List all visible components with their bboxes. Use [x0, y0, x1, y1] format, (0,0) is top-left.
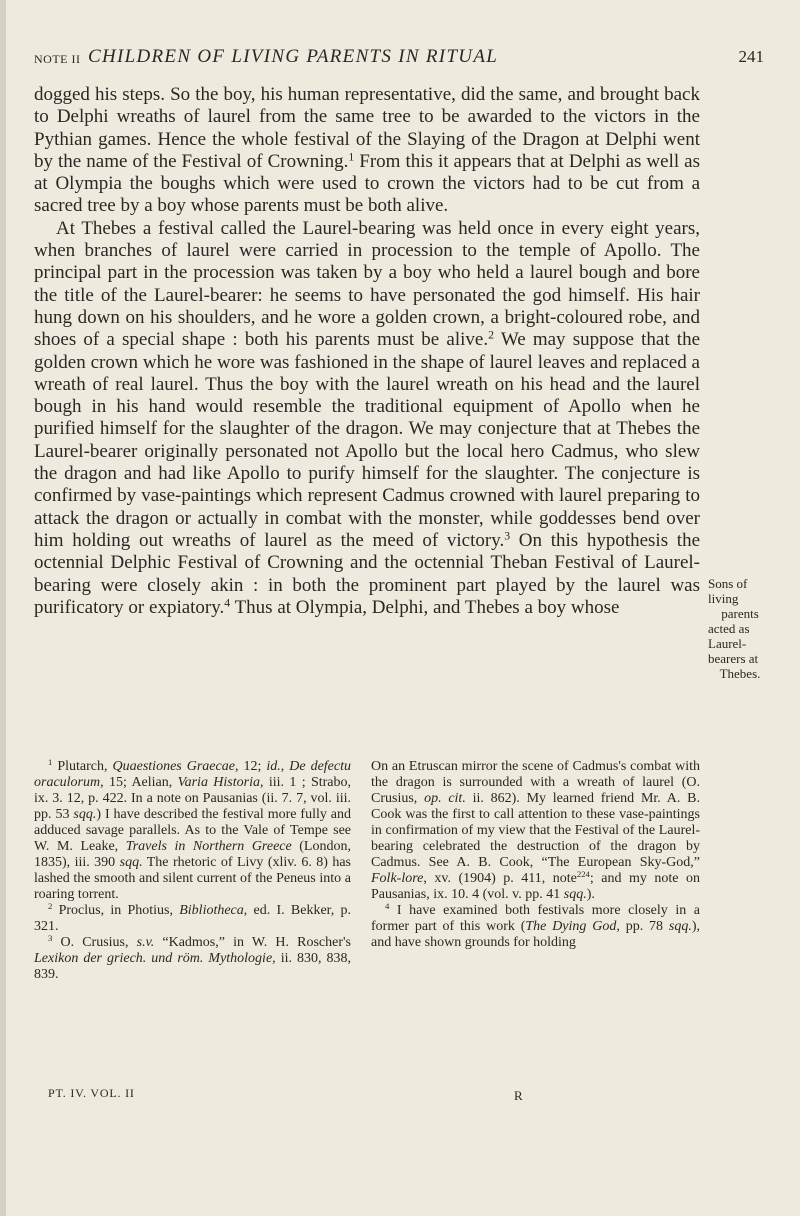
text-run: Proclus, in Photius,	[52, 903, 180, 918]
footnote-4	[371, 903, 700, 951]
margin-note-line: Sons of	[708, 576, 748, 591]
italic-run: s.v.	[136, 935, 155, 950]
footnote-number: 3	[48, 933, 53, 944]
text-run: ).	[586, 887, 595, 902]
running-head	[34, 46, 764, 72]
text-run: I have examined both festivals more closely in a former part of this work (	[371, 903, 700, 934]
volume-signature: PT. IV. VOL. II	[48, 1086, 135, 1100]
text-run: From this it appears that at Delphi as well as at Olympia the boughs which were used to crown the victors had to be cut from a sacred tree by a boy whose parents must be both alive.	[34, 150, 701, 217]
footnote-number: 2	[48, 901, 53, 912]
italic-run: Lexikon der griech. und röm. Mythologie	[34, 951, 273, 966]
text-run: Thus at Olympia, Delphi, and Thebes a boy whose	[230, 596, 620, 618]
footnote-3-continued	[371, 759, 700, 903]
text-run: , 12;	[234, 759, 267, 774]
text-run: “Kadmos,” in W. H. Roscher's	[154, 935, 351, 950]
italic-run: De defectu oraculorum	[34, 759, 352, 790]
italic-run: op. cit.	[424, 791, 466, 806]
text-run: , ii. 830, 838, 839.	[34, 951, 352, 982]
footnote-number: 4	[385, 901, 390, 912]
footnote-1	[34, 759, 351, 903]
text-run: We may suppose that the golden crown which he wore was fashioned in the shape of laurel leaves and replaced a wreath of real laurel. Thus the boy with the laurel wreath on his head and the laurel bough in his hand would resemble the traditional equipment of Apollo when he purified himself for the slaughter of the dragon. We may conjecture that at Thebes the Laurel-bearer originally personated not Apollo but the local hero Cadmus, who slew the dragon and had like Apollo to purify himself for the slaughter. The conjecture is confirmed by vase-paintings which represent Cadmus crowned with laurel preparing to attack the dragon or actually in combat with the monster, while goddesses bend over him holding out wreaths of laurel as the meed of victory.	[34, 329, 701, 551]
margin-note-line: parents	[721, 606, 759, 621]
italic-run: Quaestiones Graecae	[112, 759, 235, 774]
italic-run: sqq.	[668, 919, 692, 934]
superscript-note-number: 224	[576, 869, 590, 880]
italic-run: sqq.	[563, 887, 587, 902]
signature-line	[48, 1086, 700, 1104]
margin-note-line: bearers at	[708, 651, 759, 666]
italic-run: Folk-lore	[371, 871, 424, 886]
footnote-ref-2: 2	[488, 328, 494, 342]
margin-note	[708, 576, 772, 681]
paragraph-2	[34, 218, 700, 619]
text-run: ,	[280, 759, 290, 774]
text-run: ) I have described the festival more fully and adduced savage parallels. As to the Vale of Tempe see W. M. Leake,	[34, 807, 352, 854]
margin-note-line: acted as	[708, 621, 750, 636]
text-run: , xv. (1904) p. 411, note	[423, 871, 577, 886]
footnote-ref-1: 1	[348, 150, 355, 164]
footnote-3	[34, 935, 351, 983]
text-run: On an Etruscan mirror the scene of Cadmus's combat with the dragon is surrounded with a wreath of laurel (O. Crusius,	[371, 759, 700, 806]
text-run: On this hypothesis the octennial Delphic Festival of Crowning and the octennial Theban Festival of Laurel-bearing were closely akin : in both the prominent part played by the laurel was purificatory or expiatory.	[34, 529, 700, 618]
text-run: ), and have shown grounds for holding	[371, 919, 700, 950]
italic-run: sqq.	[73, 807, 97, 822]
italic-run: The Dying God	[525, 919, 617, 934]
text-run: , pp. 78	[616, 919, 669, 934]
gathering-signature: R	[514, 1088, 524, 1103]
footnotes-left-column	[34, 759, 351, 983]
main-text	[34, 84, 700, 619]
italic-run: Bibliotheca	[179, 903, 244, 918]
italic-run: Travels in Northern Greece	[125, 839, 292, 854]
text-run: Plutarch,	[52, 759, 113, 774]
italic-run: Varia Historia	[177, 775, 260, 790]
margin-note-line: Laurel-	[708, 636, 747, 651]
text-run: , 15; Aelian,	[100, 775, 178, 790]
text-run: (London, 1835), iii. 390	[34, 839, 351, 870]
text-run: At Thebes a festival called the Laurel-bearing was held once in every eight years, when branches of laurel were carried in procession to the temple of Apollo. The principal part in the procession was taken by a boy who held a laurel bough and bore the title of the Laurel-bearer: he seems to have personated the god himself. His hair hung down on his shoulders, and he wore a golden crown, a bright-coloured robe, and shoes of a special shape : both his parents must be alive.	[34, 217, 700, 351]
footnote-ref-3: 3	[504, 529, 511, 543]
footnotes-right-column	[371, 759, 700, 951]
text-run: dogged his steps. So the boy, his human representative, did the same, and brought back to Delphi wreaths of laurel from the same tree to be awarded to the victors in the Pythian games. Hence the whole festival of the Slaying of the Dragon at Delphi went by the name of the Festival of Crowning.	[34, 84, 700, 172]
text-run: ; and my note on Pausanias, ix. 10. 4 (vol. v. pp. 41	[371, 871, 700, 902]
footnotes	[34, 759, 700, 1109]
paragraph-1	[34, 84, 700, 218]
margin-note-line: Thebes.	[719, 666, 761, 681]
margin-note-line: living	[708, 591, 739, 606]
text-run: The rhetoric of Livy (xliv. 6. 8) has lashed the smooth and silent current of the Peneus into a roaring torrent.	[34, 855, 351, 902]
text-run: , iii. 1 ; Strabo, ix. 3. 12, p. 422. In a note on Pausanias (ii. 7. 7, vol. iii. pp. 53	[34, 775, 351, 822]
text-run: O. Crusius,	[52, 935, 137, 950]
footnote-number: 1	[48, 757, 53, 768]
running-head-title: CHILDREN OF LIVING PARENTS IN RITUAL	[88, 46, 499, 67]
page-spine-shadow	[0, 0, 6, 1216]
text-run: ii. 862). My learned friend Mr. A. B. Cook was the first to call attention to these vase-paintings in confirmation of my view that the Festival of the Laurel-bearing celebrated the destruction of the dragon by Cadmus. See A. B. Cook, “The European Sky-God,”	[371, 791, 700, 870]
page-number: 241	[738, 47, 764, 66]
italic-run: sqq.	[119, 855, 143, 870]
running-head-note: NOTE II	[34, 52, 81, 66]
footnote-ref-4: 4	[224, 596, 231, 610]
footnote-2	[34, 903, 351, 935]
text-run: , ed. I. Bekker, p. 321.	[34, 903, 352, 934]
italic-run: id.	[266, 759, 281, 774]
